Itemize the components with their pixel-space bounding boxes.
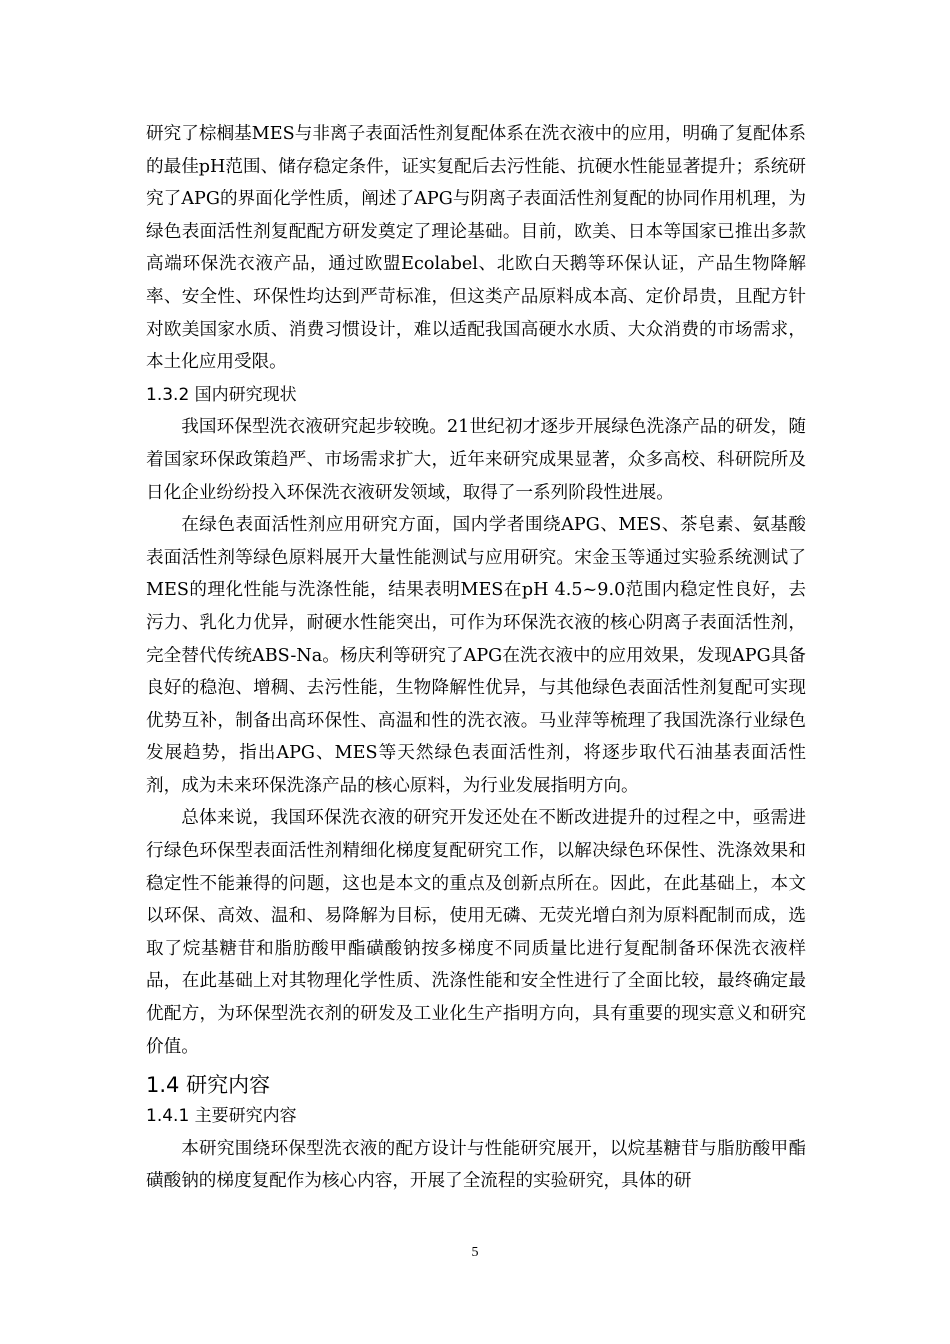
heading-domestic-research-status: 1.3.2 国内研究现状 bbox=[146, 384, 297, 405]
paragraph-continued: 研究了棕榈基MES与非离子表面活性剂复配体系在洗衣液中的应用，明确了复配体系的最佳pH范围、储存稳定条件，证实复配后去污性能、抗硬水性能显著提升；系统研究了APG的界面化学性质，阐述了APG与阴离子表面活性剂复配的协同作用机理，为绿色表面活性剂复配配方研发奠定了理论基础。目前，欧美、日本等国家已推出多款高端环保洗衣液产品，通过欧盟Ecolabel、北欧白天鹅等环保认证，产品生物降解率、安全性、环保性均达到严苛标准，但这类产品原料成本高、定价昂贵，且配方针对欧美国家水质、消费习惯设计，难以适配我国高硬水水质、大众消费的市场需求，本土化应用受限。 bbox=[146, 124, 806, 373]
heading-main-research-content: 1.4.1 主要研究内容 bbox=[146, 1106, 297, 1127]
paragraph-green-surfactant-research: 在绿色表面活性剂应用研究方面，国内学者围绕APG、MES、茶皂素、氨基酸表面活性剂等绿色原料展开大量性能测试与应用研究。宋金玉等通过实验系统测试了MES的理化性能与洗涤性能，结果表明MES在pH 4.5~9.0范围内稳定性良好，去污力、乳化力优异，耐硬水性能突出，可作为环保洗衣液的核心阴离子表面活性剂，完全替代传统ABS-Na。杨庆利等研究了APG在洗衣液中的应用效果，发现APG具备良好的稳泡、增稠、去污性能，生物降解性优异，与其他绿色表面活性剂复配可实现优势互补，制备出高环保性、高温和性的洗衣液。马业萍等梳理了我国洗涤行业绿色发展趋势，指出APG、MES等天然绿色表面活性剂，将逐步取代石油基表面活性剂，成为未来环保洗涤产品的核心原料，为行业发展指明方向。 bbox=[146, 515, 806, 796]
page-number: 5 bbox=[471, 1245, 479, 1260]
heading-research-content: 1.4 研究内容 bbox=[146, 1073, 271, 1098]
paragraph-domestic-overview: 我国环保型洗衣液研究起步较晚。21世纪初才逐步开展绿色洗涤产品的研发，随着国家环保政策趋严、市场需求扩大，近年来研究成果显著，众多高校、科研院所及日化企业纷纷投入环保洗衣液研发领域，取得了一系列阶段性进展。 bbox=[146, 417, 806, 503]
paragraph-summary: 总体来说，我国环保洗衣液的研究开发还处在不断改进提升的过程之中，亟需进行绿色环保型表面活性剂精细化梯度复配研究工作，以解决绿色环保性、洗涤效果和稳定性不能兼得的问题，这也是本文的重点及创新点所在。因此，在此基础上，本文以环保、高效、温和、易降解为目标，使用无磷、无荧光增白剂为原料配制而成，选取了烷基糖苷和脂肪酸甲酯磺酸钠按多梯度不同质量比进行复配制备环保洗衣液样品，在此基础上对其物理化学性质、洗涤性能和安全性进行了全面比较，最终确定最优配方，为环保型洗衣剂的研发及工业化生产指明方向，具有重要的现实意义和研究价值。 bbox=[146, 808, 806, 1057]
document-body bbox=[146, 118, 806, 1198]
paragraph-research-content: 本研究围绕环保型洗衣液的配方设计与性能研究展开，以烷基糖苷与脂肪酸甲酯磺酸钠的梯度复配作为核心内容，开展了全流程的实验研究，具体的研 bbox=[146, 1138, 806, 1192]
